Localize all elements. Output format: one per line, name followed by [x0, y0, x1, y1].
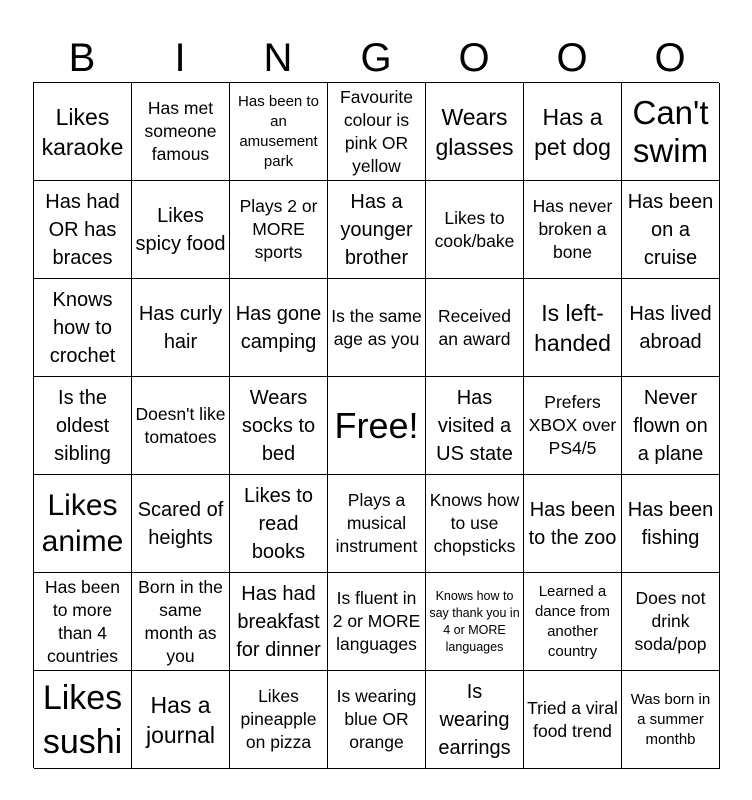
bingo-cell-r3c6: Is left-handed — [524, 279, 622, 377]
bingo-cell-r7c1: Likes sushi — [34, 671, 132, 769]
header-letter-o-1: O — [458, 36, 490, 80]
bingo-cell-r3c2: Has curly hair — [132, 279, 230, 377]
bingo-cell-r3c1: Knows how to crochet — [34, 279, 132, 377]
header-letter-i: I — [174, 36, 186, 80]
bingo-cell-r6c7: Does not drink soda/pop — [622, 573, 720, 671]
bingo-cell-r4c1: Is the oldest sibling — [34, 377, 132, 475]
bingo-cell-r5c2: Scared of heights — [132, 475, 230, 573]
bingo-cell-r3c5: Received an award — [426, 279, 524, 377]
bingo-free-space: Free! — [328, 377, 426, 475]
bingo-cell-r2c3: Plays 2 or MORE sports — [230, 181, 328, 279]
bingo-card-grid — [33, 82, 719, 768]
bingo-cell-r7c2: Has a journal — [132, 671, 230, 769]
bingo-header — [33, 34, 719, 82]
bingo-cell-r2c4: Has a younger brother — [328, 181, 426, 279]
bingo-cell-r6c1: Has been to more than 4 countries — [34, 573, 132, 671]
bingo-cell-r5c1: Likes anime — [34, 475, 132, 573]
bingo-cell-r2c1: Has had OR has braces — [34, 181, 132, 279]
bingo-cell-r2c5: Likes to cook/bake — [426, 181, 524, 279]
bingo-cell-r7c3: Likes pineapple on pizza — [230, 671, 328, 769]
header-letter-o-3: O — [654, 36, 686, 80]
bingo-cell-r6c5: Knows how to say thank you in 4 or MORE languages — [426, 573, 524, 671]
bingo-cell-r7c4: Is wearing blue OR orange — [328, 671, 426, 769]
bingo-cell-r4c2: Doesn't like tomatoes — [132, 377, 230, 475]
bingo-cell-r7c5: Is wearing earrings — [426, 671, 524, 769]
header-letter-g: G — [360, 36, 392, 80]
bingo-cell-r5c5: Knows how to use chopsticks — [426, 475, 524, 573]
bingo-cell-r4c3: Wears socks to bed — [230, 377, 328, 475]
bingo-cell-r3c4: Is the same age as you — [328, 279, 426, 377]
bingo-cell-r6c2: Born in the same month as you — [132, 573, 230, 671]
bingo-cell-r4c6: Prefers XBOX over PS4/5 — [524, 377, 622, 475]
bingo-cell-r6c6: Learned a dance from another country — [524, 573, 622, 671]
header-letter-b: B — [68, 36, 96, 80]
bingo-cell-r3c3: Has gone camping — [230, 279, 328, 377]
bingo-cell-r1c1: Likes karaoke — [34, 83, 132, 181]
bingo-cell-r1c4: Favourite colour is pink OR yellow — [328, 83, 426, 181]
bingo-cell-r1c3: Has been to an amusement park — [230, 83, 328, 181]
bingo-cell-r5c3: Likes to read books — [230, 475, 328, 573]
bingo-cell-r2c2: Likes spicy food — [132, 181, 230, 279]
bingo-cell-r5c4: Plays a musical instrument — [328, 475, 426, 573]
bingo-cell-r1c6: Has a pet dog — [524, 83, 622, 181]
bingo-cell-r1c2: Has met someone famous — [132, 83, 230, 181]
bingo-cell-r1c7: Can't swim — [622, 83, 720, 181]
bingo-cell-r5c7: Has been fishing — [622, 475, 720, 573]
header-letter-n: N — [263, 36, 293, 80]
bingo-cell-r2c6: Has never broken a bone — [524, 181, 622, 279]
bingo-cell-r1c5: Wears glasses — [426, 83, 524, 181]
header-letter-o-2: O — [556, 36, 588, 80]
bingo-cell-r4c7: Never flown on a plane — [622, 377, 720, 475]
bingo-cell-r7c6: Tried a viral food trend — [524, 671, 622, 769]
bingo-cell-r2c7: Has been on a cruise — [622, 181, 720, 279]
bingo-cell-r3c7: Has lived abroad — [622, 279, 720, 377]
bingo-cell-r6c3: Has had breakfast for dinner — [230, 573, 328, 671]
bingo-cell-r5c6: Has been to the zoo — [524, 475, 622, 573]
bingo-cell-r7c7: Was born in a summer monthb — [622, 671, 720, 769]
bingo-cell-r6c4: Is fluent in 2 or MORE languages — [328, 573, 426, 671]
bingo-cell-r4c5: Has visited a US state — [426, 377, 524, 475]
